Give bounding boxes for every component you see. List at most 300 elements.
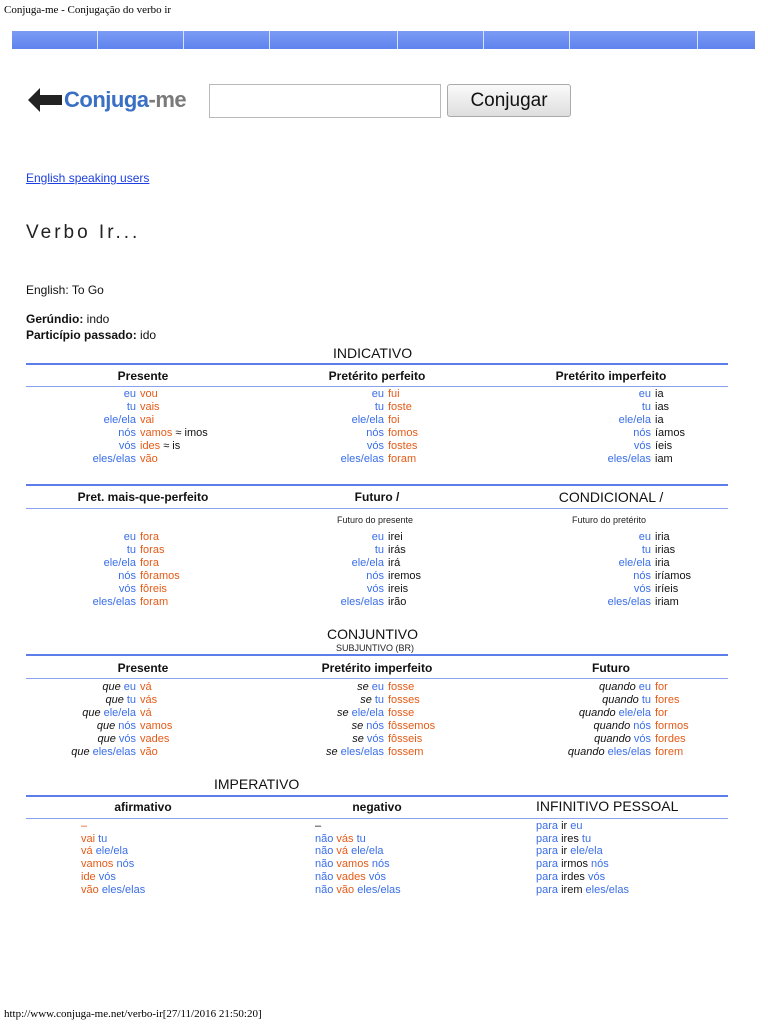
pronoun: eles/elas [585,883,629,896]
imperativo-row [81,820,145,833]
imperativo-row [81,845,145,858]
conjugation-row [260,681,435,694]
verb-form: iríeis [655,583,679,595]
pronoun: eles/elas [101,883,146,896]
pronoun: nós [118,427,136,439]
conjugation-row [260,531,421,544]
pronoun: tu [374,544,384,556]
conjugation-row [260,440,418,453]
col-header: Presente [117,369,169,383]
pronoun: eu [371,531,384,543]
verb-form: íamos [655,427,685,439]
header-rule [26,508,728,509]
verb-form: ir [561,820,568,832]
verb-form: vão [336,883,355,896]
pronoun [26,707,136,720]
pronoun [494,733,651,746]
verb-form: vai [140,414,155,426]
conjugation-row [494,453,685,466]
pronoun: vós [633,440,651,452]
preposition: para [536,883,559,896]
conjunction: que [105,694,124,706]
conj-table [26,388,208,466]
conjugation-row [494,401,685,414]
pronoun-text: tu [374,694,384,706]
conjugation-row [494,720,689,733]
pronoun-text: eu [123,681,136,693]
conj-table [494,388,685,466]
conjugation-row [494,440,685,453]
pronoun [260,720,384,733]
conj-table [260,388,418,466]
pronoun-text: ele/ela [103,707,136,719]
pronoun: tu [98,832,108,845]
imperativo-row [81,871,145,884]
verb-form: fores [655,694,680,706]
pronoun: eu [371,388,384,400]
verb-form: vamos [81,858,114,871]
conjugation-row [494,388,685,401]
conjugation-row [26,733,172,746]
imperativo-row [315,845,401,858]
conjunction: se [360,694,372,706]
conjugation-row [26,414,208,427]
preposition: para [536,820,559,832]
pronoun: nós [633,427,651,439]
pronoun: nós [371,858,390,871]
pronoun-text: vós [633,733,651,745]
verb-search-input[interactable] [209,84,441,118]
conjugation-row [26,531,180,544]
col-header: negativo [352,800,402,814]
verb-form: ide [81,870,96,883]
logo-text: Conjuga-me [64,87,187,112]
verb-form: for [655,681,668,693]
pronoun-text: eles/elas [340,746,384,758]
pronoun-text: vós [118,733,136,745]
conjugation-row [26,401,208,414]
pronoun: tu [641,544,651,556]
conjugation-row [260,427,418,440]
verb-form: fosse [388,707,415,719]
conjugation-row [494,583,691,596]
pronoun [26,694,136,707]
imperativo-negativo-list [315,820,401,896]
verb-form: forem [655,746,684,758]
pronoun: ele/ela [618,557,651,569]
pronoun-text: eu [638,681,651,693]
conjunction: quando [593,720,631,732]
section-imperativo: IMPERATIVO [214,776,300,792]
section-rule [26,363,728,365]
pronoun: ele/ela [95,845,129,858]
infinitivo-row [536,858,629,871]
conjugation-row [494,733,689,746]
pronoun: ele/ela [103,557,136,569]
verb-form: fôramos [140,570,180,582]
imperativo-row [315,858,401,871]
verb-form: vás [336,832,354,845]
pronoun: eles/elas [340,453,384,465]
nav-item[interactable] [570,31,698,49]
imperativo-afirmativo-list [81,820,145,896]
back-arrow-icon [28,87,62,113]
verb-form: iria [655,531,670,543]
verb-form: ia [655,414,664,426]
pronoun: tu [641,401,651,413]
conjugation-row [26,440,208,453]
imperativo-row [81,884,145,897]
alt-form: ≈ imos [175,427,208,439]
conjugation-row [26,596,180,609]
pronoun-text: ele/ela [351,707,384,719]
verb-form: foras [140,544,165,556]
pronoun: eles/elas [92,596,136,608]
col-header: afirmativo [114,800,172,814]
print-header: Conjuga-me - Conjugação do verbo ir [4,4,172,16]
verb-form: vá [140,681,152,693]
negation: não [315,883,334,896]
pronoun-text: nós [118,720,136,732]
verb-form: ireis [388,583,409,595]
pronoun [260,733,384,746]
pronoun: eu [123,531,136,543]
conjugation-row [26,720,172,733]
col-header: Futuro [592,661,630,675]
verb-form: fomos [388,427,418,439]
pronoun: nós [116,858,135,871]
conjugation-row [26,557,180,570]
pronoun: nós [118,570,136,582]
pronoun: eu [123,388,136,400]
pronoun: eu [570,820,583,832]
conj-table [26,681,172,759]
conj-table [260,531,421,609]
pronoun: nós [366,570,384,582]
pronoun: nós [366,427,384,439]
conjunction: se [351,720,364,732]
verb-form: iriam [655,596,679,608]
pronoun: ele/ela [570,845,603,858]
pronoun [26,681,136,694]
pronoun: ele/ela [351,414,384,426]
gerundio-line: Gerúndio: indo [26,312,110,326]
pronoun: vós [366,440,384,452]
pronoun: eles/elas [607,596,651,608]
conjugation-row [260,596,421,609]
pronoun [26,720,136,733]
conjugation-row [494,707,689,720]
verb-form: irei [388,531,403,543]
verb-form: irias [655,544,676,556]
col-header: Pret. mais-que-perfeito [77,490,209,504]
col-subheader: Futuro do pretérito [572,515,647,525]
conjugation-row [26,570,180,583]
verb-form: iria [655,557,670,569]
verb-form: ires [561,832,579,845]
verb-form: foram [140,596,169,608]
imperativo-row [315,871,401,884]
alt-form: ≈ is [163,440,181,452]
pronoun [494,746,651,759]
pronoun: eu [638,388,651,400]
conjugation-row [260,401,418,414]
col-header: Presente [117,661,169,675]
verb-form: irdes [561,870,585,883]
conjugation-row [260,720,435,733]
verb-form: irão [388,596,407,608]
conjunction: que [82,707,101,719]
negation: não [315,845,334,858]
nav-item[interactable] [398,31,484,49]
verb-form: íeis [655,440,673,452]
imperativo-row [81,833,145,846]
pronoun [494,720,651,733]
conjugation-row [26,544,180,557]
verb-form: ias [655,401,670,413]
verb-form: fossem [388,746,424,758]
conjunction: se [325,746,338,758]
conjunction: quando [578,707,616,719]
conjugation-row [260,453,418,466]
conjugation-row [260,733,435,746]
nav-item[interactable] [270,31,398,49]
pronoun: nós [591,858,609,871]
conjugation-row [494,557,691,570]
conjugation-row [494,531,691,544]
pronoun: ele/ela [351,845,384,858]
col-header: Pretérito perfeito [328,369,426,383]
preposition: para [536,845,559,858]
verb-form: fordes [655,733,686,745]
col-subheader: Futuro do presente [337,515,414,525]
pronoun: vós [98,870,116,883]
verb-form: vão [81,883,99,896]
pronoun [494,707,651,720]
pronoun [494,681,651,694]
section-conjuntivo: CONJUNTIVO [327,626,418,642]
verb-form: iam [655,453,673,465]
verb-form: vá [81,845,93,858]
col-header-infinitivo: INFINITIVO PESSOAL [536,798,679,814]
pronoun: ele/ela [618,414,651,426]
verb-form: fôssemos [388,720,436,732]
negation: não [315,832,334,845]
conjugation-row [260,557,421,570]
pronoun: tu [356,832,366,845]
col-header: Pretérito imperfeito [321,661,433,675]
top-navbar [12,31,755,49]
conjunction: que [97,733,116,745]
verb-form: vão [140,746,158,758]
pronoun-text: vós [366,733,384,745]
nav-item[interactable] [484,31,570,49]
conjunction: quando [599,681,636,693]
conjunction: que [102,681,121,693]
col-header: Pretérito imperfeito [555,369,667,383]
negation: não [315,870,334,883]
nav-item[interactable] [98,31,184,49]
verb-form: – [81,820,88,832]
pronoun: vós [633,583,651,595]
header-rule [26,818,728,819]
verb-form: ir [561,845,568,858]
english-translation: English: To Go [26,283,104,297]
pronoun: tu [126,401,136,413]
participio-line: Particípio passado: ido [26,328,157,342]
verb-form: irem [561,883,583,896]
infinitivo-pessoal-list [536,820,629,896]
verb-form: foram [388,453,417,465]
conj-table [494,531,691,609]
verb-form: fostes [388,440,418,452]
pronoun: tu [126,544,136,556]
conjugation-row [494,544,691,557]
pronoun-text: eu [371,681,384,693]
conjugar-button[interactable]: Conjugar [447,84,571,117]
pronoun: vós [366,583,384,595]
verb-form: iríamos [655,570,692,582]
page-title: Verbo Ir... [26,222,141,243]
verb-form: vá [140,707,152,719]
verb-form: vades [336,870,366,883]
pronoun: eles/elas [340,596,384,608]
conjugation-row [260,570,421,583]
infinitivo-row [536,871,629,884]
conjunction: quando [567,746,605,758]
conjugation-row [494,570,691,583]
verb-form: foste [388,401,412,413]
imperativo-row [315,833,401,846]
conjugation-row [26,694,172,707]
verb-form: vamos [336,858,369,871]
infinitivo-row [536,845,629,858]
pronoun: eu [638,531,651,543]
pronoun: vós [118,583,136,595]
conjunction: que [96,720,116,732]
conjunction: se [336,707,349,719]
conjugation-row [494,414,685,427]
pronoun: nós [633,570,651,582]
imperativo-row [81,858,145,871]
conjugation-row [494,681,689,694]
conjugation-row [260,707,435,720]
print-footer: http://www.conjuga-me.net/verbo-ir[27/11/2016 21:50:20] [4,1008,262,1020]
col-header-condicional: CONDICIONAL / [558,489,664,505]
pronoun-text: nós [633,720,651,732]
pronoun [260,707,384,720]
english-users-link[interactable]: English speaking users [26,171,150,185]
verb-form: vades [140,733,170,745]
pronoun [494,694,651,707]
conj-table [26,531,180,609]
verb-form: iremos [388,570,422,582]
infinitivo-row [536,820,629,833]
verb-form: irás [388,544,406,556]
conjugation-row [260,544,421,557]
conjugation-row [260,583,421,596]
header-rule [26,386,728,387]
conj-table [260,681,435,759]
negation: não [315,858,334,871]
infinitivo-row [536,833,629,846]
conjunction: quando [594,733,631,745]
site-logo[interactable] [28,87,186,113]
pronoun-text: eles/elas [92,746,136,758]
pronoun [260,746,384,759]
verb-form: vais [140,401,160,413]
verb-form: ia [655,388,664,400]
conjugation-row [26,583,180,596]
nav-item[interactable] [698,31,755,49]
pronoun [26,746,136,759]
conjugation-row [26,388,208,401]
section-rule [26,795,728,797]
infinitivo-row [536,884,629,897]
verb-form: fosse [388,681,415,693]
pronoun: ele/ela [351,557,384,569]
verb-form: fôreis [140,583,167,595]
verb-form: formos [655,720,689,732]
verb-form: vai [81,832,96,845]
verb-form: fôsseis [388,733,423,745]
conjugation-row [260,694,435,707]
conjunction: se [357,681,369,693]
dash: – [315,820,322,832]
pronoun [260,681,384,694]
preposition: para [536,832,559,845]
verb-form: fui [388,388,400,400]
verb-form: vamos [140,720,173,732]
pronoun [260,694,384,707]
imperativo-row [315,884,401,897]
conjugation-row [26,707,172,720]
pronoun: eles/elas [92,453,136,465]
pronoun: vós [368,870,386,883]
pronoun [26,733,136,746]
preposition: para [536,870,559,883]
conjugation-row [260,746,435,759]
conjugation-row [494,427,685,440]
pronoun: vós [118,440,136,452]
conjugation-row [494,694,689,707]
conjugation-row [26,681,172,694]
pronoun-text: nós [366,720,384,732]
pronoun-text: tu [126,694,136,706]
conjunction: se [352,733,364,745]
conjunction: quando [602,694,639,706]
imperativo-row [315,820,401,833]
verb-form: irá [388,557,401,569]
preposition: para [536,858,559,871]
verb-form: vamos [140,427,173,439]
pronoun: eles/elas [357,883,401,896]
verb-form: fora [140,531,159,543]
conjugation-row [26,453,208,466]
conjugation-row [26,746,172,759]
verb-form: fosses [388,694,420,706]
verb-form: foi [388,414,400,426]
nav-item[interactable] [184,31,270,49]
nav-item[interactable] [12,31,98,49]
section-rule [26,654,728,656]
pronoun: tu [581,832,592,845]
conjugation-row [26,427,208,440]
verb-form: vou [140,388,158,400]
section-subtitle: SUBJUNTIVO (BR) [336,643,415,653]
pronoun: tu [374,401,384,413]
conjugation-row [260,414,418,427]
